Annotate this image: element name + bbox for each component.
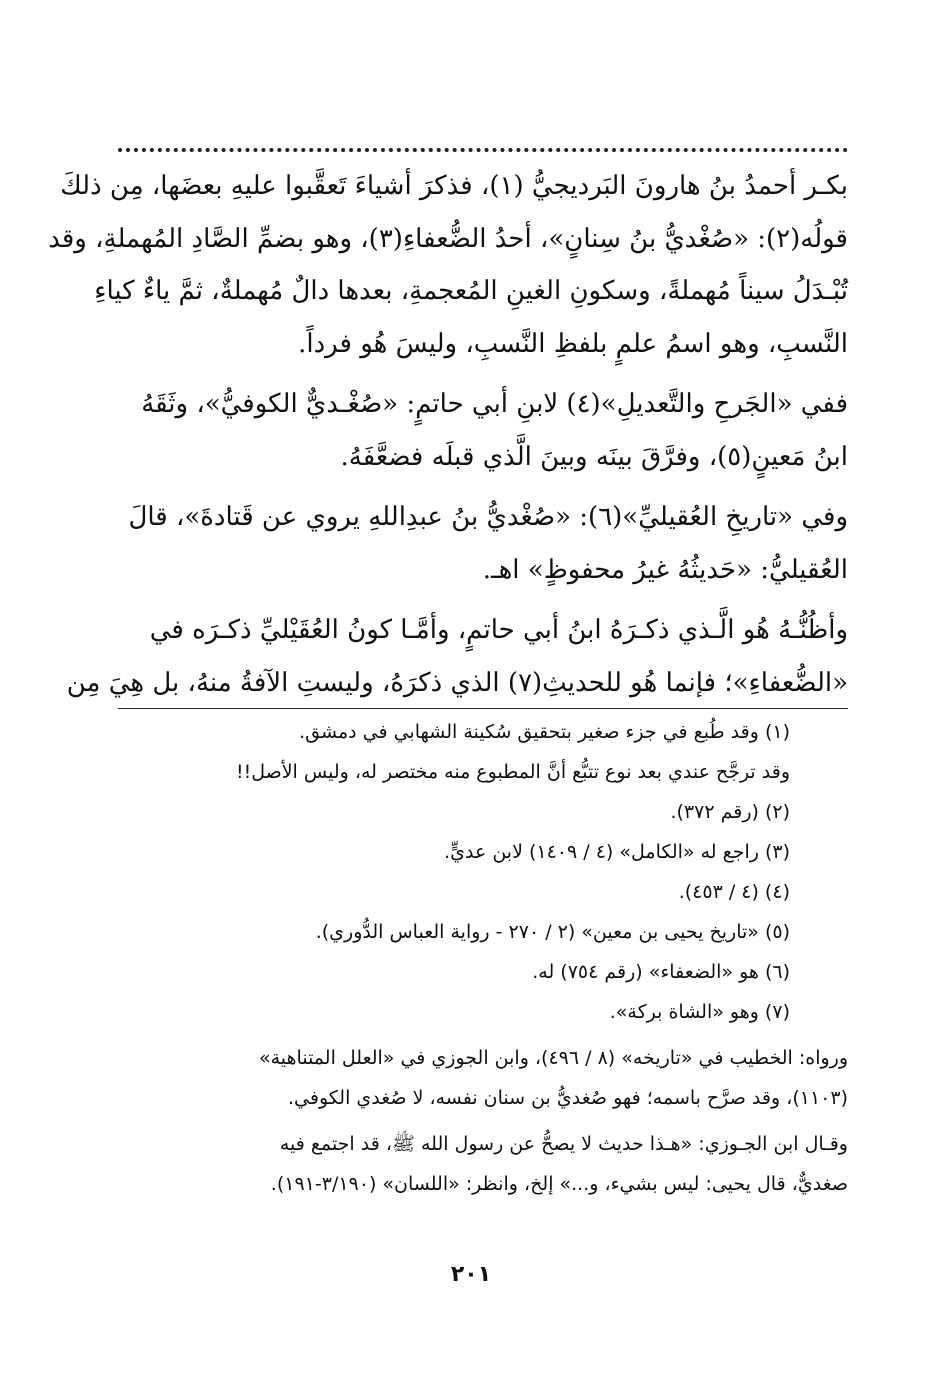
main-line-1: بكـر أحمدُ بنُ هارونَ البَرديجيُّ (١)، فذكرَ أشياءَ تَعقَّبوا عليهِ بعضَها، مِن ذلكَ <box>60 171 848 201</box>
footnote-7-continued-4: صغديٌّ، قال يحيى: ليس بشيء، و...» إلخ، وانظر: «اللسان» (٣/١٩٠-١٩١). <box>270 1173 848 1195</box>
footnote-7-continued-3: وقـال ابن الجـوزي: «هـذا حديث لا يصحُّ عن رسول الله ﷺ، قد اجتمع فيه <box>279 1133 848 1155</box>
footnote-5: (٥) «تاريخ يحيى بن معين» (٢ / ٢٧٠ - رواية العباس الدُّوري). <box>315 921 790 943</box>
main-text-body <box>48 160 848 709</box>
footnote-3: (٣) راجع له «الكامل» (٤ / ١٤٠٩) لابن عديٍّ. <box>444 841 790 863</box>
footnote-4: (٤) (٤ / ٤٥٣). <box>678 881 790 903</box>
footnotes-block <box>118 712 848 1204</box>
main-line-6: ابنُ مَعينٍ(٥)، وفرَّقَ بينَه وبينَ الَّذي قبلَه فضعَّفَهُ. <box>340 441 848 472</box>
main-line-10: «الضُّعفاءِ»؛ فإنما هُو للحديثِ(٧) الذي ذكرَهُ، وليستِ الآفةُ منهُ، بل هِيَ مِن <box>66 667 848 698</box>
main-line-4: النَّسبِ، وهو اسمُ علمٍ بلفظِ النَّسبِ، وليسَ هُو فرداً. <box>298 328 848 359</box>
footnote-2: (٢) (رقم ٣٧٢). <box>670 801 790 823</box>
main-line-2: قولُه(٢): «صُغْديُّ بنُ سِنانٍ»، أحدُ الضُّعفاءِ(٣)، وهو بضمِّ الصَّادِ المُهملةِ، وقد <box>48 223 848 254</box>
footnote-separator-rule <box>118 708 848 709</box>
main-line-3: تُبْـدَلُ سيناً مُهملةً، وسكونِ الغينِ المُعجمةِ، بعدها دالٌ مُهملةٌ، ثمَّ ياءٌ كياءِ <box>94 276 848 306</box>
header-dotted-rule <box>118 148 848 152</box>
main-line-5: ففي «الجَرحِ والتَّعديلِ»(٤) لابنِ أبي حاتمٍ: «صُغْـديٌّ الكوفيُّ»، وثَقَهُ <box>141 389 848 419</box>
footnote-7-continued-1: ورواه: الخطيب في «تاريخه» (٨ / ٤٩٦)، وابن الجوزي في «العلل المتناهية» <box>258 1047 848 1069</box>
main-line-8: العُقيليُّ: «حَديثُهُ غيرُ محفوظٍ» اهـ. <box>482 554 848 585</box>
main-line-7: وفي «تاريخِ العُقيليِّ»(٦): «صُغْديُّ بنُ عبدِاللهِ يروي عن قَتادةَ»، قالَ <box>128 502 848 532</box>
footnote-7: (٧) وهو «الشاة بركة». <box>609 1001 790 1023</box>
footnote-1-continued: وقد ترجَّح عندي بعد نوع تتبُّع أنَّ المطبوع منه مختصر له، وليس الأصل!! <box>235 761 790 783</box>
main-line-9: وأظُنُّـهُ هُو الَّـذي ذكـرَهُ ابنُ أبي حاتمٍ، وأمَّـا كونُ العُقَيْليِّ ذكـرَه في <box>149 615 848 645</box>
footnote-1: (١) وقد طُبع في جزء صغير بتحقيق سُكينة الشهابي في دمشق. <box>299 721 790 743</box>
footnote-6: (٦) هو «الضعفاء» (رقم ٧٥٤) له. <box>532 961 790 983</box>
page-number: ٢٠١ <box>450 1262 492 1287</box>
footnote-7-continued-2: (١١٠٣)، وقد صرَّح باسمه؛ فهو صُغديُّ بن سنان نفسه، لا صُغدي الكوفي. <box>288 1087 848 1109</box>
